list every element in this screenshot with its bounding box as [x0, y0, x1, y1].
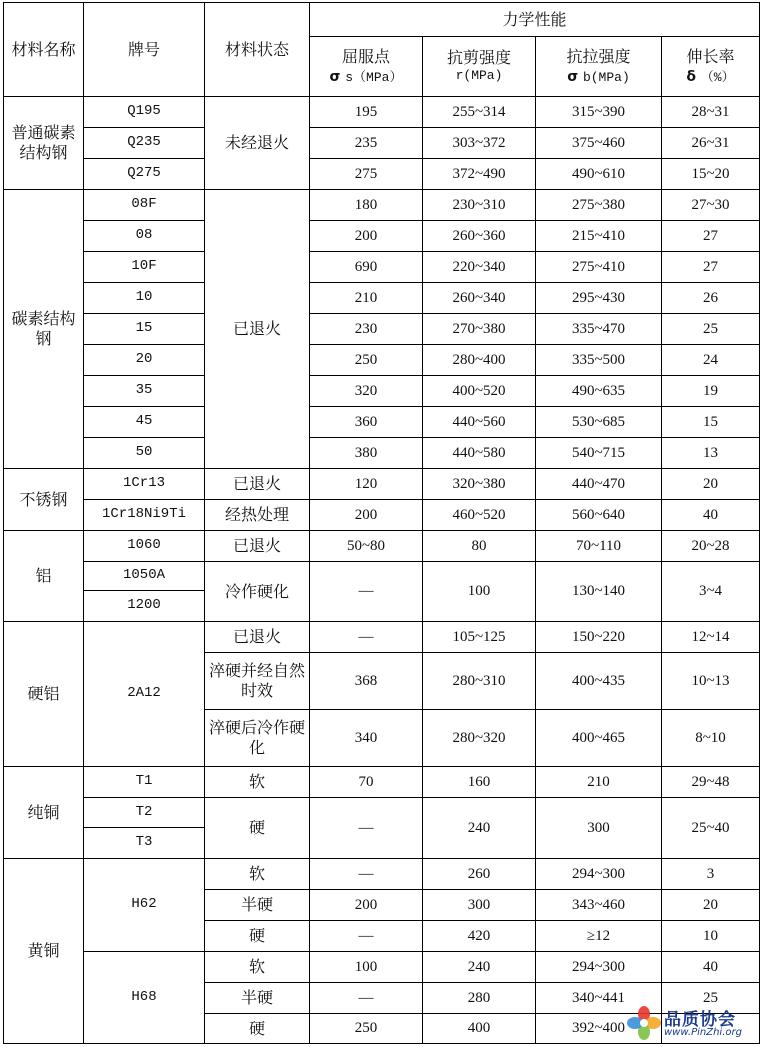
- shear-cell: 80: [423, 531, 536, 562]
- header-yield-label: 屈服点: [341, 46, 390, 66]
- state-cell: 软: [205, 952, 310, 983]
- header-mechanical: 力学性能: [310, 3, 760, 37]
- state-cell: 半硬: [205, 983, 310, 1014]
- state-cell: 软: [205, 859, 310, 890]
- header-grade: 牌号: [84, 3, 205, 97]
- shear-cell: 440~580: [423, 438, 536, 469]
- state-cell: 已退火: [205, 469, 310, 500]
- shear-cell: 100: [423, 562, 536, 622]
- shear-cell: 300: [423, 890, 536, 921]
- elong-cell: 27~30: [662, 190, 760, 221]
- shear-cell: 160: [423, 767, 536, 798]
- yield-cell: 368: [310, 653, 423, 710]
- grade-cell: 15: [84, 314, 205, 345]
- yield-cell: 180: [310, 190, 423, 221]
- state-cell: 冷作硬化: [205, 562, 310, 622]
- yield-cell: 230: [310, 314, 423, 345]
- shear-cell: 440~560: [423, 407, 536, 438]
- elong-cell: 20: [662, 890, 760, 921]
- elong-cell: 19: [662, 376, 760, 407]
- yield-cell: 200: [310, 500, 423, 531]
- state-cell: 已退火: [205, 531, 310, 562]
- tensile-cell: 70~110: [536, 531, 662, 562]
- elong-cell: 26~31: [662, 128, 760, 159]
- flower-logo-icon: [624, 1003, 664, 1043]
- shear-cell: 280: [423, 983, 536, 1014]
- yield-cell: 120: [310, 469, 423, 500]
- watermark-title: 品质协会: [664, 1010, 736, 1030]
- tensile-cell: 335~470: [536, 314, 662, 345]
- yield-cell: —: [310, 921, 423, 952]
- shear-cell: 280~400: [423, 345, 536, 376]
- grade-cell: Q275: [84, 159, 205, 190]
- grade-cell: H62: [84, 859, 205, 952]
- elong-cell: 40: [662, 952, 760, 983]
- header-yield: [310, 37, 423, 97]
- grade-cell: 1Cr13: [84, 469, 205, 500]
- elong-cell: 27: [662, 221, 760, 252]
- grade-cell: 1200: [84, 591, 205, 622]
- shear-cell: 280~320: [423, 710, 536, 767]
- elong-cell: 26: [662, 283, 760, 314]
- shear-cell: 255~314: [423, 97, 536, 128]
- group-label: 不锈钢: [4, 469, 84, 531]
- header-tensile-unit: b(MPa): [582, 69, 630, 85]
- elong-cell: 25~40: [662, 798, 760, 859]
- yield-cell: 250: [310, 345, 423, 376]
- elong-cell: 3: [662, 859, 760, 890]
- tensile-cell: 440~470: [536, 469, 662, 500]
- tensile-cell: 560~640: [536, 500, 662, 531]
- tensile-cell: 400~435: [536, 653, 662, 710]
- state-cell: 硬: [205, 1014, 310, 1044]
- header-tensile-label: 抗拉强度: [566, 46, 631, 66]
- state-cell: 淬硬后冷作硬化: [205, 710, 310, 767]
- grade-cell: 10F: [84, 252, 205, 283]
- shear-cell: 260: [423, 859, 536, 890]
- group-label: 碳素结构钢: [4, 190, 84, 469]
- yield-cell: —: [310, 798, 423, 859]
- header-yield-sym: σ: [329, 68, 341, 85]
- yield-cell: 275: [310, 159, 423, 190]
- state-cell: 已退火: [205, 622, 310, 653]
- yield-cell: —: [310, 562, 423, 622]
- grade-cell: H68: [84, 952, 205, 1044]
- tensile-cell: 540~715: [536, 438, 662, 469]
- group-label: 普通碳素结构钢: [4, 97, 84, 190]
- elong-cell: 20: [662, 469, 760, 500]
- tensile-cell: 490~610: [536, 159, 662, 190]
- tensile-cell: 400~465: [536, 710, 662, 767]
- state-cell: 经热处理: [205, 500, 310, 531]
- elong-cell: 24: [662, 345, 760, 376]
- yield-cell: 70: [310, 767, 423, 798]
- elong-cell: 25: [662, 314, 760, 345]
- elong-cell: 27: [662, 252, 760, 283]
- elong-cell: 10~13: [662, 653, 760, 710]
- yield-cell: 340: [310, 710, 423, 767]
- elong-cell: 15~20: [662, 159, 760, 190]
- tensile-cell: 300: [536, 798, 662, 859]
- tensile-cell: 130~140: [536, 562, 662, 622]
- shear-cell: 320~380: [423, 469, 536, 500]
- shear-cell: 280~310: [423, 653, 536, 710]
- tensile-cell: 294~300: [536, 859, 662, 890]
- grade-cell: 50: [84, 438, 205, 469]
- state-cell: 已退火: [205, 190, 310, 469]
- tensile-cell: ≥12: [536, 921, 662, 952]
- grade-cell: 1060: [84, 531, 205, 562]
- state-cell: 硬: [205, 921, 310, 952]
- yield-cell: 380: [310, 438, 423, 469]
- yield-cell: 210: [310, 283, 423, 314]
- yield-cell: 200: [310, 890, 423, 921]
- elong-cell: 29~48: [662, 767, 760, 798]
- grade-cell: 45: [84, 407, 205, 438]
- state-cell: 未经退火: [205, 97, 310, 190]
- group-label: 铝: [4, 531, 84, 622]
- elong-cell: 20~28: [662, 531, 760, 562]
- tensile-cell: 335~500: [536, 345, 662, 376]
- grade-cell: 1050A: [84, 562, 205, 591]
- header-shear-unit: r(MPa): [455, 68, 503, 84]
- mechanical-properties-table: [3, 2, 760, 1044]
- tensile-cell: 343~460: [536, 890, 662, 921]
- header-tensile-sym: σ: [567, 68, 579, 85]
- shear-cell: 260~340: [423, 283, 536, 314]
- grade-cell: T2: [84, 798, 205, 828]
- elong-cell: 25: [662, 983, 760, 1014]
- group-label: 黄铜: [4, 859, 84, 1044]
- grade-cell: 08F: [84, 190, 205, 221]
- watermark-logo: [624, 1003, 754, 1043]
- shear-cell: 240: [423, 798, 536, 859]
- yield-cell: 100: [310, 952, 423, 983]
- state-cell: 软: [205, 767, 310, 798]
- elong-cell: 40: [662, 500, 760, 531]
- tensile-cell: 275~410: [536, 252, 662, 283]
- shear-cell: 220~340: [423, 252, 536, 283]
- yield-cell: —: [310, 859, 423, 890]
- elong-cell: 10: [662, 921, 760, 952]
- yield-cell: 50~80: [310, 531, 423, 562]
- elong-cell: 8~10: [662, 710, 760, 767]
- yield-cell: 320: [310, 376, 423, 407]
- shear-cell: 105~125: [423, 622, 536, 653]
- shear-cell: 240: [423, 952, 536, 983]
- yield-cell: 200: [310, 221, 423, 252]
- shear-cell: 400: [423, 1014, 536, 1044]
- yield-cell: 250: [310, 1014, 423, 1044]
- header-elong-unit: （%）: [700, 69, 735, 85]
- watermark-url: www.PinZhi.org: [664, 1027, 742, 1038]
- yield-cell: —: [310, 622, 423, 653]
- grade-cell: 20: [84, 345, 205, 376]
- state-cell: 硬: [205, 798, 310, 859]
- grade-cell: T1: [84, 767, 205, 798]
- tensile-cell: 490~635: [536, 376, 662, 407]
- state-cell: 淬硬并经自然时效: [205, 653, 310, 710]
- yield-cell: —: [310, 983, 423, 1014]
- header-yield-unit: s（MPa）: [345, 69, 403, 85]
- grade-cell: 08: [84, 221, 205, 252]
- grade-cell: Q195: [84, 97, 205, 128]
- header-elong-sym: δ: [686, 68, 697, 85]
- shear-cell: 400~520: [423, 376, 536, 407]
- grade-cell: 1Cr18Ni9Ti: [84, 500, 205, 531]
- elong-cell: 15: [662, 407, 760, 438]
- shear-cell: 460~520: [423, 500, 536, 531]
- header-shear: [423, 37, 536, 97]
- shear-cell: 303~372: [423, 128, 536, 159]
- tensile-cell: 530~685: [536, 407, 662, 438]
- tensile-cell: 150~220: [536, 622, 662, 653]
- header-elong: [662, 37, 760, 97]
- elong-cell: 28~31: [662, 97, 760, 128]
- elong-cell: 12~14: [662, 622, 760, 653]
- shear-cell: 260~360: [423, 221, 536, 252]
- header-material-name: 材料名称: [4, 3, 84, 97]
- state-cell: 半硬: [205, 890, 310, 921]
- tensile-cell: 275~380: [536, 190, 662, 221]
- tensile-cell: 295~430: [536, 283, 662, 314]
- tensile-cell: 375~460: [536, 128, 662, 159]
- tensile-cell: 294~300: [536, 952, 662, 983]
- tensile-cell: 340~441: [536, 983, 662, 1014]
- elong-cell: 13: [662, 438, 760, 469]
- tensile-cell: 315~390: [536, 97, 662, 128]
- shear-cell: 420: [423, 921, 536, 952]
- grade-cell: Q235: [84, 128, 205, 159]
- group-label: 硬铝: [4, 622, 84, 767]
- yield-cell: 690: [310, 252, 423, 283]
- header-state: 材料状态: [205, 3, 310, 97]
- header-tensile: [536, 37, 662, 97]
- grade-cell: 35: [84, 376, 205, 407]
- yield-cell: 360: [310, 407, 423, 438]
- group-label: 纯铜: [4, 767, 84, 859]
- yield-cell: 195: [310, 97, 423, 128]
- grade-cell: 2A12: [84, 622, 205, 767]
- elong-cell: 3~4: [662, 562, 760, 622]
- header-shear-label: 抗剪强度: [446, 48, 511, 68]
- tensile-cell: 215~410: [536, 221, 662, 252]
- grade-cell: 10: [84, 283, 205, 314]
- shear-cell: 230~310: [423, 190, 536, 221]
- tensile-cell: 392~400: [536, 1014, 662, 1044]
- header-elong-label: 伸长率: [686, 46, 735, 66]
- shear-cell: 372~490: [423, 159, 536, 190]
- grade-cell: T3: [84, 828, 205, 859]
- tensile-cell: 210: [536, 767, 662, 798]
- shear-cell: 270~380: [423, 314, 536, 345]
- yield-cell: 235: [310, 128, 423, 159]
